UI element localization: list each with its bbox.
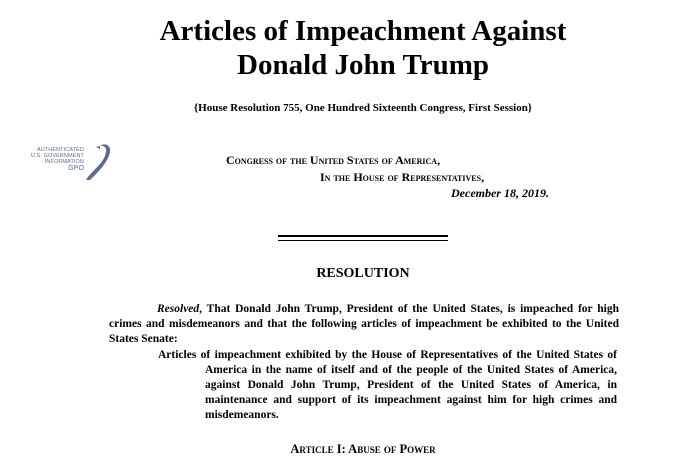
gpo-logo-line-1: AUTHENTICATED (36, 147, 84, 153)
gpo-logo-line-2: U.S. GOVERNMENT (30, 153, 84, 159)
articles-intro-paragraph: Articles of impeachment exhibited by the House of Representatives of the United States of America in the name of itself and of the people of the United States of America, against Donald John Trump, President of the United States of America, in maintenance and support of its impeachment against him for high crimes and misdemeanors. (158, 349, 617, 421)
resolution-heading: RESOLUTION (316, 266, 410, 281)
eagle-icon (82, 140, 112, 182)
document-title (0, 14, 696, 82)
resolved-word: Resolved (157, 303, 200, 315)
gpo-logo-line-3: INFORMATION (44, 159, 84, 165)
article-heading: Article I: Abuse of Power (290, 442, 436, 456)
resolved-paragraph (109, 302, 619, 347)
gpo-logo-text (31, 147, 84, 173)
congress-line-1: Congress of the United States of America, (226, 153, 441, 167)
gpo-authenticated-logo (22, 140, 114, 185)
resolved-text: , That Donald John Trump, President of the United States, is impeached for high crimes and misdemeanors and that the following articles of impeachment be exhibited to the United States Senate: (109, 303, 619, 345)
title-line-1: Articles of Impeachment Against (159, 15, 567, 47)
gpo-logo-line-4: GPO (68, 165, 84, 172)
resolution-date: December 18, 2019. (451, 186, 549, 200)
title-line-2: Donald John Trump (237, 49, 489, 81)
divider-rule-thick (278, 235, 448, 237)
divider-rule-thin (278, 240, 448, 241)
congress-line-2: In the House of Representatives, (320, 170, 485, 184)
document-subtitle: {House Resolution 755, One Hundred Sixteenth Congress, First Session} (193, 102, 533, 114)
